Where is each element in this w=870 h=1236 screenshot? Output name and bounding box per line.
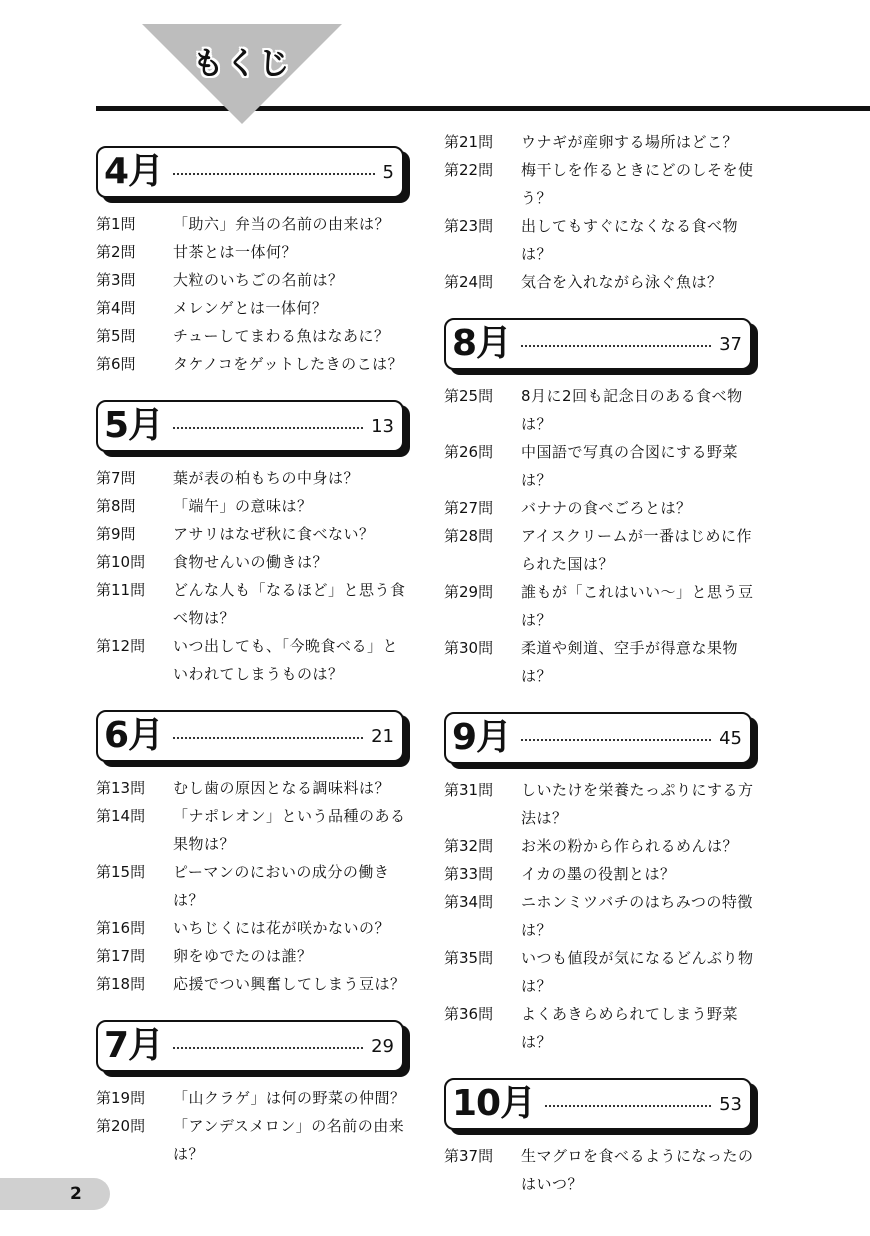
question-title: よくあきらめられてしまう野菜は？ (521, 1005, 739, 1051)
question-number: 第9問 (96, 525, 136, 543)
toc-entry[interactable] (96, 1112, 416, 1168)
question-list (96, 210, 416, 378)
question-number: 第32問 (444, 837, 494, 855)
month-name: 10月 (452, 1083, 536, 1124)
toc-entry[interactable] (444, 522, 764, 578)
dot-leader (173, 173, 374, 175)
question-list (96, 464, 416, 688)
question-number: 第3問 (96, 271, 136, 289)
question-number: 第36問 (444, 1005, 494, 1023)
question-number: 第5問 (96, 327, 136, 345)
question-number: 第24問 (444, 273, 494, 291)
dot-leader (173, 427, 363, 429)
question-title: 甘茶とは一体何？ (173, 243, 298, 261)
toc-entry[interactable] (444, 1142, 764, 1198)
question-title: 葉が表の柏もちの中身は？ (173, 469, 360, 487)
question-title: アイスクリームが一番はじめに作られた国は？ (521, 527, 753, 573)
month-page-number: 53 (719, 1093, 742, 1115)
question-title: 梅干しを作るときにどのしそを使う？ (521, 161, 754, 207)
dot-leader (545, 1105, 711, 1107)
question-title: 柔道や剣道、空手が得意な果物は？ (521, 639, 739, 685)
toc-entry[interactable] (96, 210, 416, 238)
toc-entry[interactable] (444, 438, 764, 494)
question-number: 第15問 (96, 863, 146, 881)
toc-entry[interactable] (96, 1084, 416, 1112)
question-title: 「アンデスメロン」の名前の由来は？ (173, 1117, 405, 1163)
question-title: 8月に2回も記念日のある食べ物は？ (521, 387, 743, 433)
question-number: 第4問 (96, 299, 136, 317)
dot-leader (521, 345, 711, 347)
toc-entry[interactable] (96, 322, 416, 350)
question-number: 第14問 (96, 807, 146, 825)
question-number: 第20問 (96, 1117, 146, 1135)
page-title: もくじ (192, 46, 292, 82)
question-title: ピーマンのにおいの成分の働きは？ (173, 863, 390, 909)
question-number: 第2問 (96, 243, 136, 261)
question-title: いつ出しても、「今晩食べる」といわれてしまうものは？ (173, 637, 399, 683)
page-number: 2 (70, 1184, 82, 1204)
toc-entry[interactable] (96, 632, 416, 688)
question-title: しいたけを栄養たっぷりにする方法は？ (521, 781, 754, 827)
toc-entry[interactable] (96, 858, 416, 914)
question-title: メレンゲとは一体何？ (173, 299, 328, 317)
question-number: 第34問 (444, 893, 494, 911)
question-title: イカの墨の役割とは？ (521, 865, 676, 883)
month-name: 9月 (452, 717, 512, 758)
toc-entry[interactable] (96, 294, 416, 322)
question-number: 第10問 (96, 553, 146, 571)
question-number: 第29問 (444, 583, 494, 601)
question-title: いちじくには花が咲かないの？ (173, 919, 391, 937)
toc-entry[interactable] (444, 156, 764, 212)
question-title: お米の粉から作られるめんは？ (521, 837, 739, 855)
month-page-number: 37 (719, 333, 742, 355)
month-heading[interactable] (96, 146, 404, 198)
question-title: むし歯の原因となる調味料は？ (173, 779, 391, 797)
question-title: 出してもすぐになくなる食べ物は？ (521, 217, 739, 263)
toc-entry[interactable] (444, 212, 764, 268)
question-number: 第18問 (96, 975, 146, 993)
question-title: 「助六」弁当の名前の由来は？ (173, 215, 391, 233)
month-page-number: 29 (371, 1035, 394, 1057)
toc-entry[interactable] (96, 266, 416, 294)
toc-entry[interactable] (96, 548, 416, 576)
month-page-number: 21 (371, 725, 394, 747)
dot-leader (521, 739, 711, 741)
month-name: 5月 (104, 405, 164, 446)
month-page-number: 5 (382, 161, 394, 183)
toc-column-right (444, 128, 764, 1220)
question-title: タケノコをゲットしたきのこは？ (173, 355, 404, 373)
toc-entry[interactable] (96, 942, 416, 970)
question-number: 第27問 (444, 499, 494, 517)
month-heading[interactable] (96, 710, 404, 762)
question-title: 気合を入れながら泳ぐ魚は？ (521, 273, 723, 291)
month-name: 8月 (452, 323, 512, 364)
question-number: 第12問 (96, 637, 146, 655)
question-list (444, 382, 764, 690)
question-number: 第13問 (96, 779, 146, 797)
question-number: 第16問 (96, 919, 146, 937)
question-number: 第1問 (96, 215, 136, 233)
question-number: 第31問 (444, 781, 494, 799)
toc-entry[interactable] (444, 494, 764, 522)
toc-entry[interactable] (96, 914, 416, 942)
dot-leader (173, 1047, 363, 1049)
toc-column-left (96, 146, 416, 1190)
toc-entry[interactable] (96, 464, 416, 492)
toc-entry[interactable] (444, 888, 764, 944)
toc-entry[interactable] (444, 1000, 764, 1056)
toc-entry[interactable] (444, 832, 764, 860)
question-title: ウナギが産卵する場所はどこ？ (521, 133, 739, 151)
month-heading[interactable] (444, 1078, 752, 1130)
question-number: 第35問 (444, 949, 494, 967)
question-number: 第37問 (444, 1147, 494, 1165)
toc-entry[interactable] (96, 774, 416, 802)
question-title: 食物せんいの働きは？ (173, 553, 329, 571)
month-heading[interactable] (96, 1020, 404, 1072)
question-list (444, 776, 764, 1056)
toc-entry[interactable] (444, 634, 764, 690)
toc-entry[interactable] (96, 492, 416, 520)
toc-entry[interactable] (444, 860, 764, 888)
question-number: 第8問 (96, 497, 136, 515)
question-list (444, 128, 764, 296)
question-title: 応援でつい興奮してしまう豆は？ (173, 975, 406, 993)
question-number: 第23問 (444, 217, 494, 235)
toc-entry[interactable] (96, 970, 416, 998)
month-name: 7月 (104, 1025, 164, 1066)
month-name: 4月 (104, 151, 164, 192)
month-heading[interactable] (96, 400, 404, 452)
question-number: 第30問 (444, 639, 494, 657)
toc-entry[interactable] (96, 238, 416, 266)
toc-entry[interactable] (444, 776, 764, 832)
question-title: いつも値段が気になるどんぶり物は？ (521, 949, 754, 995)
toc-entry[interactable] (96, 576, 416, 632)
question-list (444, 1142, 764, 1198)
question-number: 第26問 (444, 443, 494, 461)
question-number: 第19問 (96, 1089, 146, 1107)
question-number: 第6問 (96, 355, 136, 373)
question-title: 「山クラゲ」は何の野菜の仲間？ (173, 1089, 406, 1107)
question-title: 生マグロを食べるようになったのはいつ？ (521, 1147, 754, 1193)
question-number: 第33問 (444, 865, 494, 883)
toc-entry[interactable] (444, 128, 764, 156)
toc-entry[interactable] (96, 350, 416, 378)
question-number: 第7問 (96, 469, 136, 487)
question-title: チューしてまわる魚はなあに？ (173, 327, 390, 345)
page-number-tab (0, 1178, 110, 1210)
question-number: 第25問 (444, 387, 494, 405)
question-title: ニホンミツバチのはちみつの特徴は？ (521, 893, 753, 939)
question-list (96, 1084, 416, 1168)
question-list (96, 774, 416, 998)
month-page-number: 45 (719, 727, 742, 749)
toc-entry[interactable] (444, 268, 764, 296)
toc-entry[interactable] (444, 382, 764, 438)
question-title: 誰もが「これはいい～」と思う豆は？ (521, 583, 754, 629)
question-title: 「ナポレオン」という品種のある果物は？ (173, 807, 406, 853)
toc-entry[interactable] (96, 520, 416, 548)
toc-entry[interactable] (444, 944, 764, 1000)
question-title: バナナの食べごろとは？ (521, 499, 692, 517)
question-number: 第22問 (444, 161, 494, 179)
question-title: アサリはなぜ秋に食べない？ (173, 525, 375, 543)
month-heading[interactable] (444, 318, 752, 370)
question-number: 第17問 (96, 947, 146, 965)
question-title: 「端午」の意味は？ (173, 497, 313, 515)
question-number: 第11問 (96, 581, 146, 599)
question-number: 第28問 (444, 527, 494, 545)
toc-entry[interactable] (444, 578, 764, 634)
month-heading[interactable] (444, 712, 752, 764)
toc-entry[interactable] (96, 802, 416, 858)
question-title: どんな人も「なるほど」と思う食べ物は？ (173, 581, 406, 627)
question-number: 第21問 (444, 133, 494, 151)
question-title: 大粒のいちごの名前は？ (173, 271, 344, 289)
month-name: 6月 (104, 715, 164, 756)
question-title: 卵をゆでたのは誰？ (173, 947, 313, 965)
question-title: 中国語で写真の合図にする野菜は？ (521, 443, 739, 489)
month-page-number: 13 (371, 415, 394, 437)
dot-leader (173, 737, 363, 739)
